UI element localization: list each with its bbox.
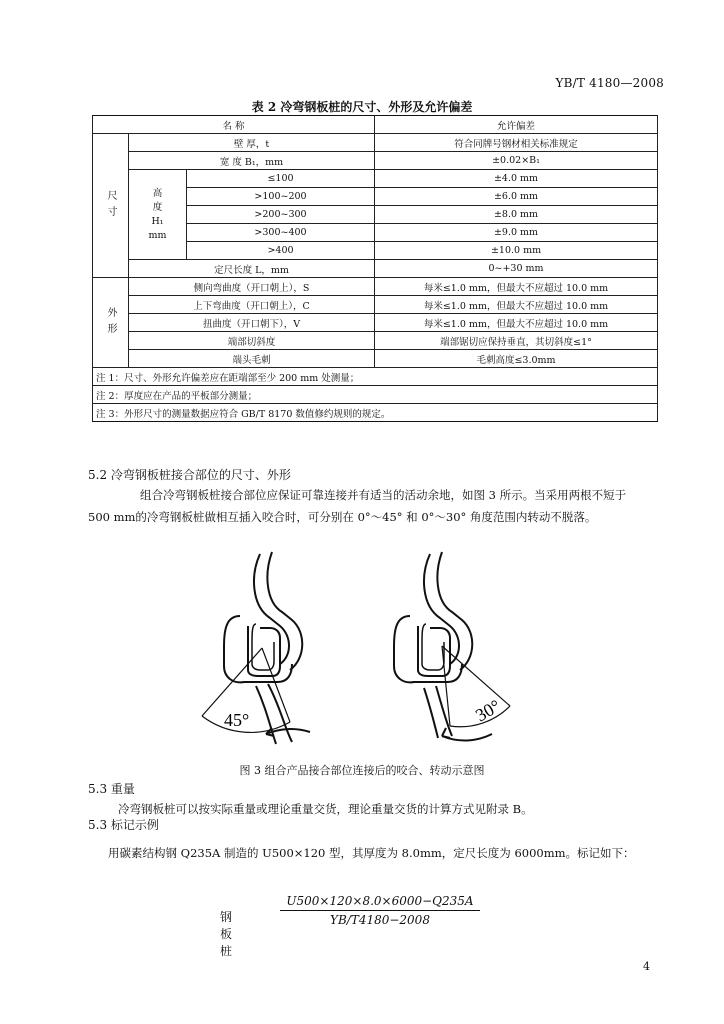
formula-denominator: YB/T4180−2008 <box>330 913 430 927</box>
section-5-3b-title: 5.3 标记示例 <box>88 818 159 832</box>
formula-label: 钢板桩 <box>220 910 233 958</box>
row-tolerance: 每米≤1.0 mm，但最大不应超过 10.0 mm <box>375 314 658 332</box>
table-note-row <box>93 386 658 404</box>
interlock-figure <box>180 546 540 756</box>
height-label-2: 度 <box>152 201 163 213</box>
table-note: 注 3：外形尺寸的测量数据应符合 GB/T 8170 数值修约规则的规定。 <box>93 404 658 422</box>
row-name: 端部切斜度 <box>129 332 375 350</box>
height-label <box>129 170 187 260</box>
row-name: >200~300 <box>187 206 375 224</box>
section-5-2-line1: 组合冷弯钢板桩接合部位应保证可靠连接并有适当的活动余地，如图 3 所示。当采用两根不短于 <box>140 488 627 502</box>
height-label-4: mm <box>148 229 167 241</box>
table-row <box>93 260 658 278</box>
row-name: 上下弯曲度（开口朝上），C <box>129 296 375 314</box>
height-label-3: H₁ <box>151 215 164 227</box>
section-5-3a-line1: 冷弯钢板桩可以按实际重量或理论重量交货，理论重量交货的计算方式见附录 B。 <box>118 802 533 816</box>
standard-number: YB/T 4180—2008 <box>555 76 664 90</box>
row-tolerance: ±4.0 mm <box>375 170 658 188</box>
formula-numerator: U500×120×8.0×6000−Q235A <box>280 894 480 911</box>
row-name: 端头毛刺 <box>129 350 375 368</box>
column-header-name: 名 称 <box>93 116 375 134</box>
row-name: >300~400 <box>187 224 375 242</box>
row-tolerance: ±9.0 mm <box>375 224 658 242</box>
angle-left-marks <box>202 648 310 736</box>
table-note: 注 1：尺寸、外形允许偏差应在距端部至少 200 mm 处测量； <box>93 368 658 386</box>
row-tolerance: ±0.02×B₁ <box>375 152 658 170</box>
row-tolerance: 端部锯切应保持垂直，其切斜度≤1° <box>375 332 658 350</box>
table-header-row <box>93 116 658 134</box>
height-label-1: 高 <box>152 187 163 199</box>
group-label-shape: 外形 <box>93 278 129 368</box>
angle-right-label: 30° <box>472 695 504 726</box>
table-caption: 表 2 冷弯钢板桩的尺寸、外形及允许偏差 <box>251 100 473 114</box>
row-name: 宽 度 B₁，mm <box>129 152 375 170</box>
row-name: ≤100 <box>187 170 375 188</box>
row-name: 侧向弯曲度（开口朝上），S <box>129 278 375 296</box>
row-tolerance: ±8.0 mm <box>375 206 658 224</box>
figure-caption: 图 3 组合产品接合部位连接后的咬合、转动示意图 <box>239 764 485 777</box>
table-row <box>93 134 658 152</box>
formula-fraction <box>280 894 480 927</box>
row-tolerance: 0~+30 mm <box>375 260 658 278</box>
page-number: 4 <box>643 960 650 973</box>
interlock-right <box>394 552 472 738</box>
row-tolerance: 毛刺高度≤3.0mm <box>375 350 658 368</box>
table-note-row <box>93 368 658 386</box>
table-row <box>93 152 658 170</box>
row-name: 壁 厚，t <box>129 134 375 152</box>
angle-left-label: 45° <box>224 710 250 730</box>
row-name: 扭曲度（开口朝下），V <box>129 314 375 332</box>
section-5-2-title: 5.2 冷弯钢板桩接合部位的尺寸、外形 <box>88 468 291 482</box>
row-name: 定尺长度 L，mm <box>129 260 375 278</box>
row-tolerance: 每米≤1.0 mm，但最大不应超过 10.0 mm <box>375 278 658 296</box>
section-5-3a-title: 5.3 重量 <box>88 782 135 796</box>
table-note: 注 2：厚度应在产品的平板部分测量； <box>93 386 658 404</box>
row-tolerance: ±6.0 mm <box>375 188 658 206</box>
table-row <box>93 314 658 332</box>
table-row <box>93 170 658 188</box>
row-tolerance: ±10.0 mm <box>375 242 658 260</box>
column-header-tolerance: 允许偏差 <box>375 116 658 134</box>
row-name: >400 <box>187 242 375 260</box>
table-row <box>93 332 658 350</box>
table-row <box>93 350 658 368</box>
table-note-row <box>93 404 658 422</box>
tolerance-table <box>92 115 658 422</box>
row-tolerance: 符合同牌号钢材相关标准规定 <box>375 134 658 152</box>
table-row <box>93 296 658 314</box>
angle-right-marks <box>442 646 510 741</box>
section-5-2-line2: 500 mm的冷弯钢板桩做相互插入咬合时，可分别在 0°～45° 和 0°～30° 角度范围内转动不脱落。 <box>88 510 597 524</box>
group-label-size: 尺寸 <box>93 134 129 278</box>
section-5-3b-line1: 用碳素结构钢 Q235A 制造的 U500×120 型，其厚度为 8.0mm，定尺长度为 6000mm。标记如下： <box>108 846 635 860</box>
row-tolerance: 每米≤1.0 mm，但最大不应超过 10.0 mm <box>375 296 658 314</box>
row-name: >100~200 <box>187 188 375 206</box>
table-row <box>93 278 658 296</box>
